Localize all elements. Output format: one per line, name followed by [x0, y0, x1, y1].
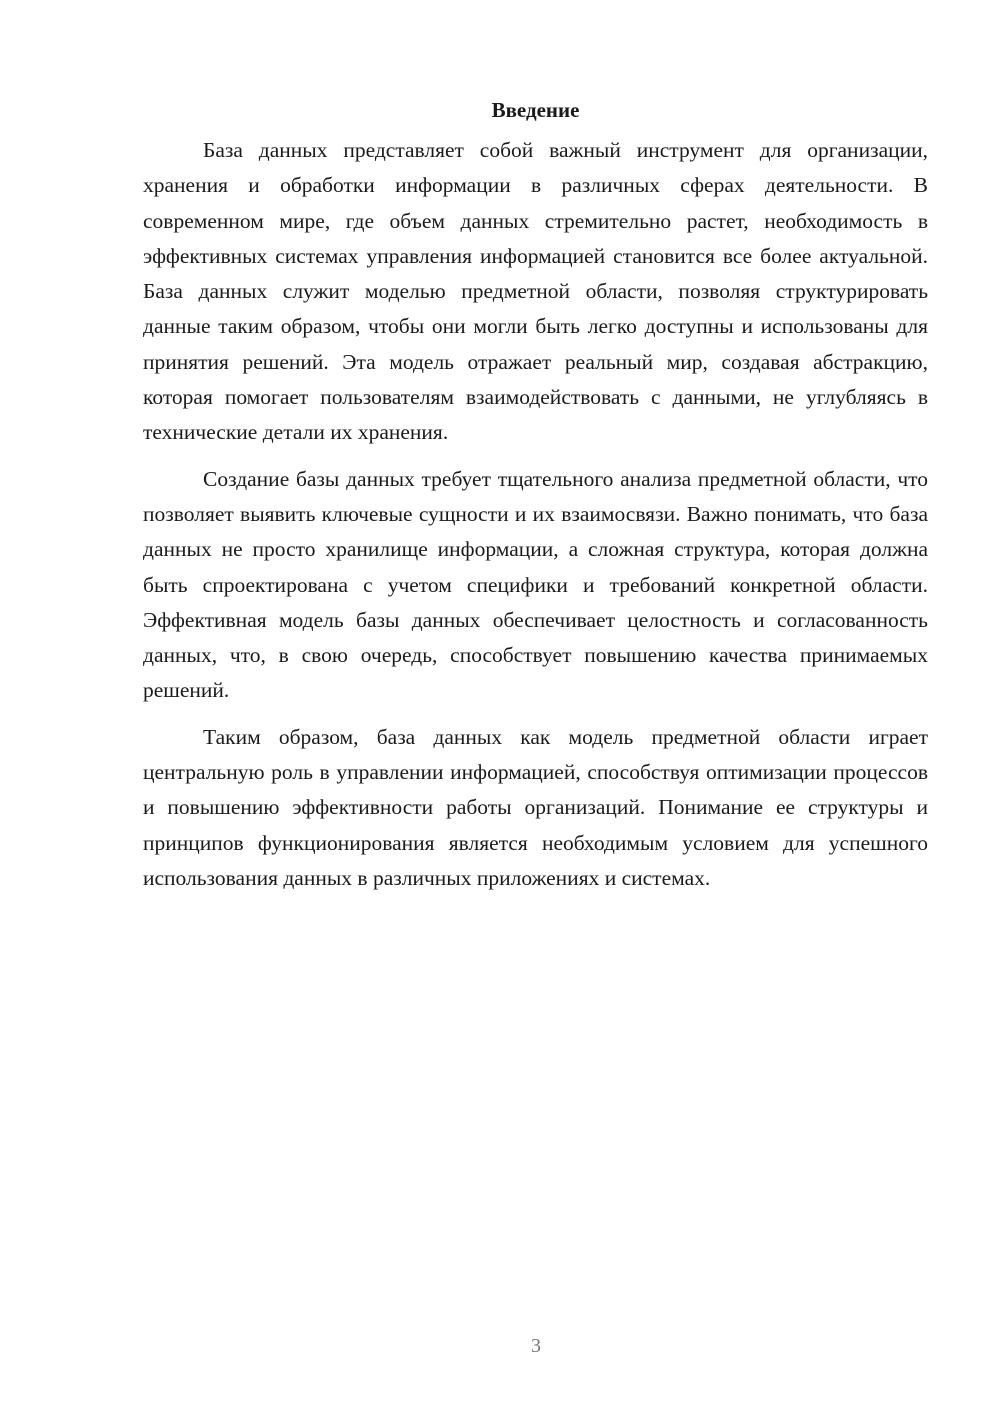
paragraph-3: Таким образом, база данных как модель предметной области играет центральную роль в управлении информацией, способствуя оптимизации процессов и повышению эффективности работы организаций. Понимание ее структуры и принципов функционирования является необходимым условием для успешного использования данных в различных приложениях и системах. [143, 724, 928, 890]
section-heading: Введение [491, 98, 580, 122]
paragraph-1: База данных представляет собой важный инструмент для организации, хранения и обработки информации в различных сферах деятельности. В современном мире, где объем данных стремительно растет, необходимость в эффективных системах управления информацией становится все более актуальной. База данных служит моделью предметной области, позволяя структурировать данные таким образом, чтобы они могли быть легко доступны и использованы для принятия решений. Эта модель отражает реальный мир, создавая абстракцию, которая помогает пользователям взаимодействовать с данными, не углубляясь в технические детали их хранения. [143, 138, 928, 445]
paragraph-2: Создание базы данных требует тщательного анализа предметной области, что позволяет выявить ключевые сущности и их взаимосвязи. Важно понимать, что база данных не просто хранилище информации, а сложная структура, которая должна быть спроектирована с учетом специфики и требований конкретной области. Эффективная модель базы данных обеспечивает целостность и согласованность данных, что, в свою очередь, способствует повышению качества принимаемых решений. [143, 466, 928, 703]
page-content [143, 95, 928, 896]
page-number: 3 [531, 1335, 541, 1357]
